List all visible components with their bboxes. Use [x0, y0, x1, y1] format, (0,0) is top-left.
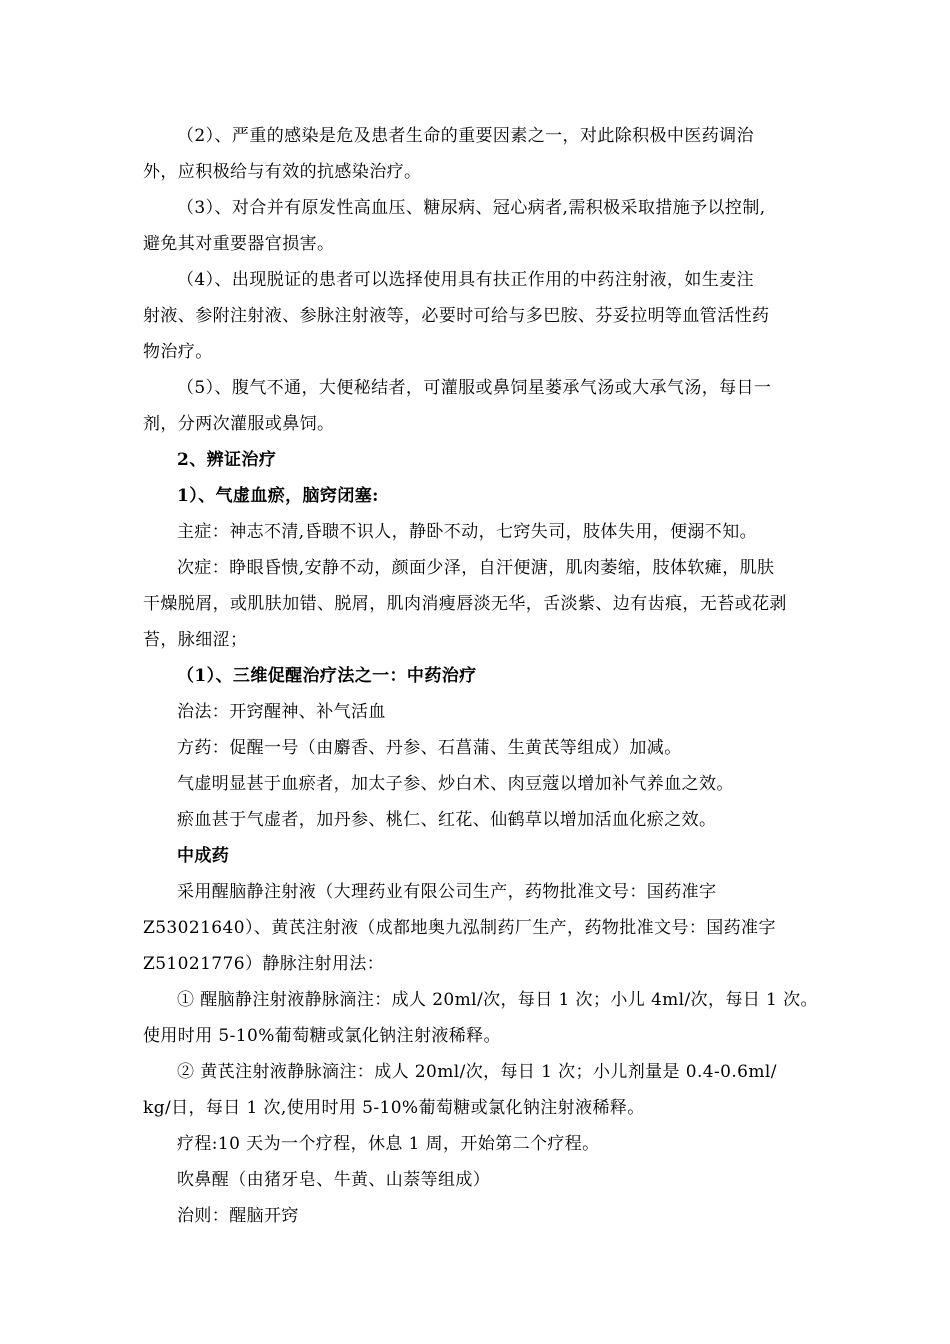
paragraph [143, 1054, 823, 1126]
paragraph [143, 550, 823, 658]
text-line: 治则：醒脑开窍 [177, 1206, 299, 1226]
paragraph [143, 370, 823, 442]
paragraph [143, 262, 823, 370]
section-heading [143, 658, 823, 694]
paragraph [143, 190, 823, 262]
text-line: （1）、三维促醒治疗法之一：中药治疗 [177, 666, 477, 686]
text-line: ① 醒脑静注射液静脉滴注：成人 20ml/次，每日 1 次；小儿 4ml/次，每日 1 次。 [177, 990, 818, 1010]
paragraph [143, 802, 823, 838]
paragraph [143, 118, 823, 190]
text-line: 1）、气虚血瘀，脑窍闭塞: [177, 486, 379, 506]
paragraph [143, 874, 823, 982]
text-line: 射液、参附注射液、参脉注射液等，必要时可给与多巴胺、芬妥拉明等血管活性药 [143, 306, 770, 326]
section-heading [143, 478, 823, 514]
text-line: 吹鼻醒（由猪牙皂、牛黄、山萘等组成） [177, 1170, 491, 1190]
paragraph [143, 1162, 823, 1198]
text-line: 疗程:10 天为一个疗程，休息 1 周，开始第二个疗程。 [177, 1134, 600, 1154]
text-line: 采用醒脑静注射液（大理药业有限公司生产，药物批准文号：国药准字 [177, 882, 717, 902]
text-line: （3）、对合并有原发性高血压、糖尿病、冠心病者,需积极采取措施予以控制, [177, 198, 766, 218]
paragraph [143, 1126, 823, 1162]
text-line: 2、辨证治疗 [177, 450, 277, 470]
text-line: （2）、严重的感染是危及患者生命的重要因素之一，对此除积极中医药调治 [177, 126, 754, 146]
paragraph [143, 514, 823, 550]
text-line: Z53021640）、黄芪注射液（成都地奥九泓制药厂生产，药物批准文号：国药准字 [143, 918, 776, 938]
text-line: 主症：神志不清,昏聩不识人，静卧不动，七窍失司，肢体失用，便溺不知。 [177, 522, 758, 542]
text-line: （5）、腹气不通，大便秘结者，可灌服或鼻饲星蒌承气汤或大承气汤，每日一 [177, 378, 772, 398]
paragraph [143, 1198, 823, 1234]
text-line: 苔，脉细涩； [143, 630, 248, 650]
paragraph [143, 694, 823, 730]
text-line: kg/日，每日 1 次,使用时用 5-10%葡萄糖或氯化钠注射液稀释。 [143, 1098, 645, 1118]
text-line: Z51021776）静脉注射用法： [143, 954, 385, 974]
text-line: 中成药 [177, 846, 230, 866]
text-line: 瘀血甚于气虚者，加丹参、桃仁、红花、仙鹤草以增加活血化瘀之效。 [177, 810, 717, 830]
paragraph [143, 766, 823, 802]
section-heading [143, 838, 823, 874]
text-line: 外，应积极给与有效的抗感染治疗。 [143, 162, 422, 182]
text-line: ② 黄芪注射液静脉滴注：成人 20ml/次，每日 1 次；小儿剂量是 0.4-0.6ml/ [177, 1062, 777, 1082]
text-line: 方药：促醒一号（由麝香、丹参、石菖蒲、生黄芪等组成）加减。 [177, 738, 682, 758]
document-body [143, 118, 823, 1234]
paragraph [143, 730, 823, 766]
text-line: 使用时用 5-10%葡萄糖或氯化钠注射液稀释。 [143, 1026, 501, 1046]
section-heading [143, 442, 823, 478]
text-line: 治法：开窍醒神、补气活血 [177, 702, 386, 722]
text-line: 干燥脱屑，或肌肤加错、脱屑，肌肉消瘦唇淡无华，舌淡紫、边有齿痕，无苔或花剥 [143, 594, 787, 614]
paragraph [143, 982, 823, 1054]
text-line: （4）、出现脱证的患者可以选择使用具有扶正作用的中药注射液，如生麦注 [177, 270, 754, 290]
text-line: 剂，分两次灌服或鼻饲。 [143, 414, 335, 434]
text-line: 气虚明显甚于血瘀者，加太子参、炒白术、肉豆蔻以增加补气养血之效。 [177, 774, 734, 794]
text-line: 避免其对重要器官损害。 [143, 234, 335, 254]
text-line: 物治疗。 [143, 342, 213, 362]
text-line: 次症：睁眼昏愦,安静不动，颜面少泽，自汗便溏，肌肉萎缩，肢体软瘫，肌肤 [177, 558, 775, 578]
